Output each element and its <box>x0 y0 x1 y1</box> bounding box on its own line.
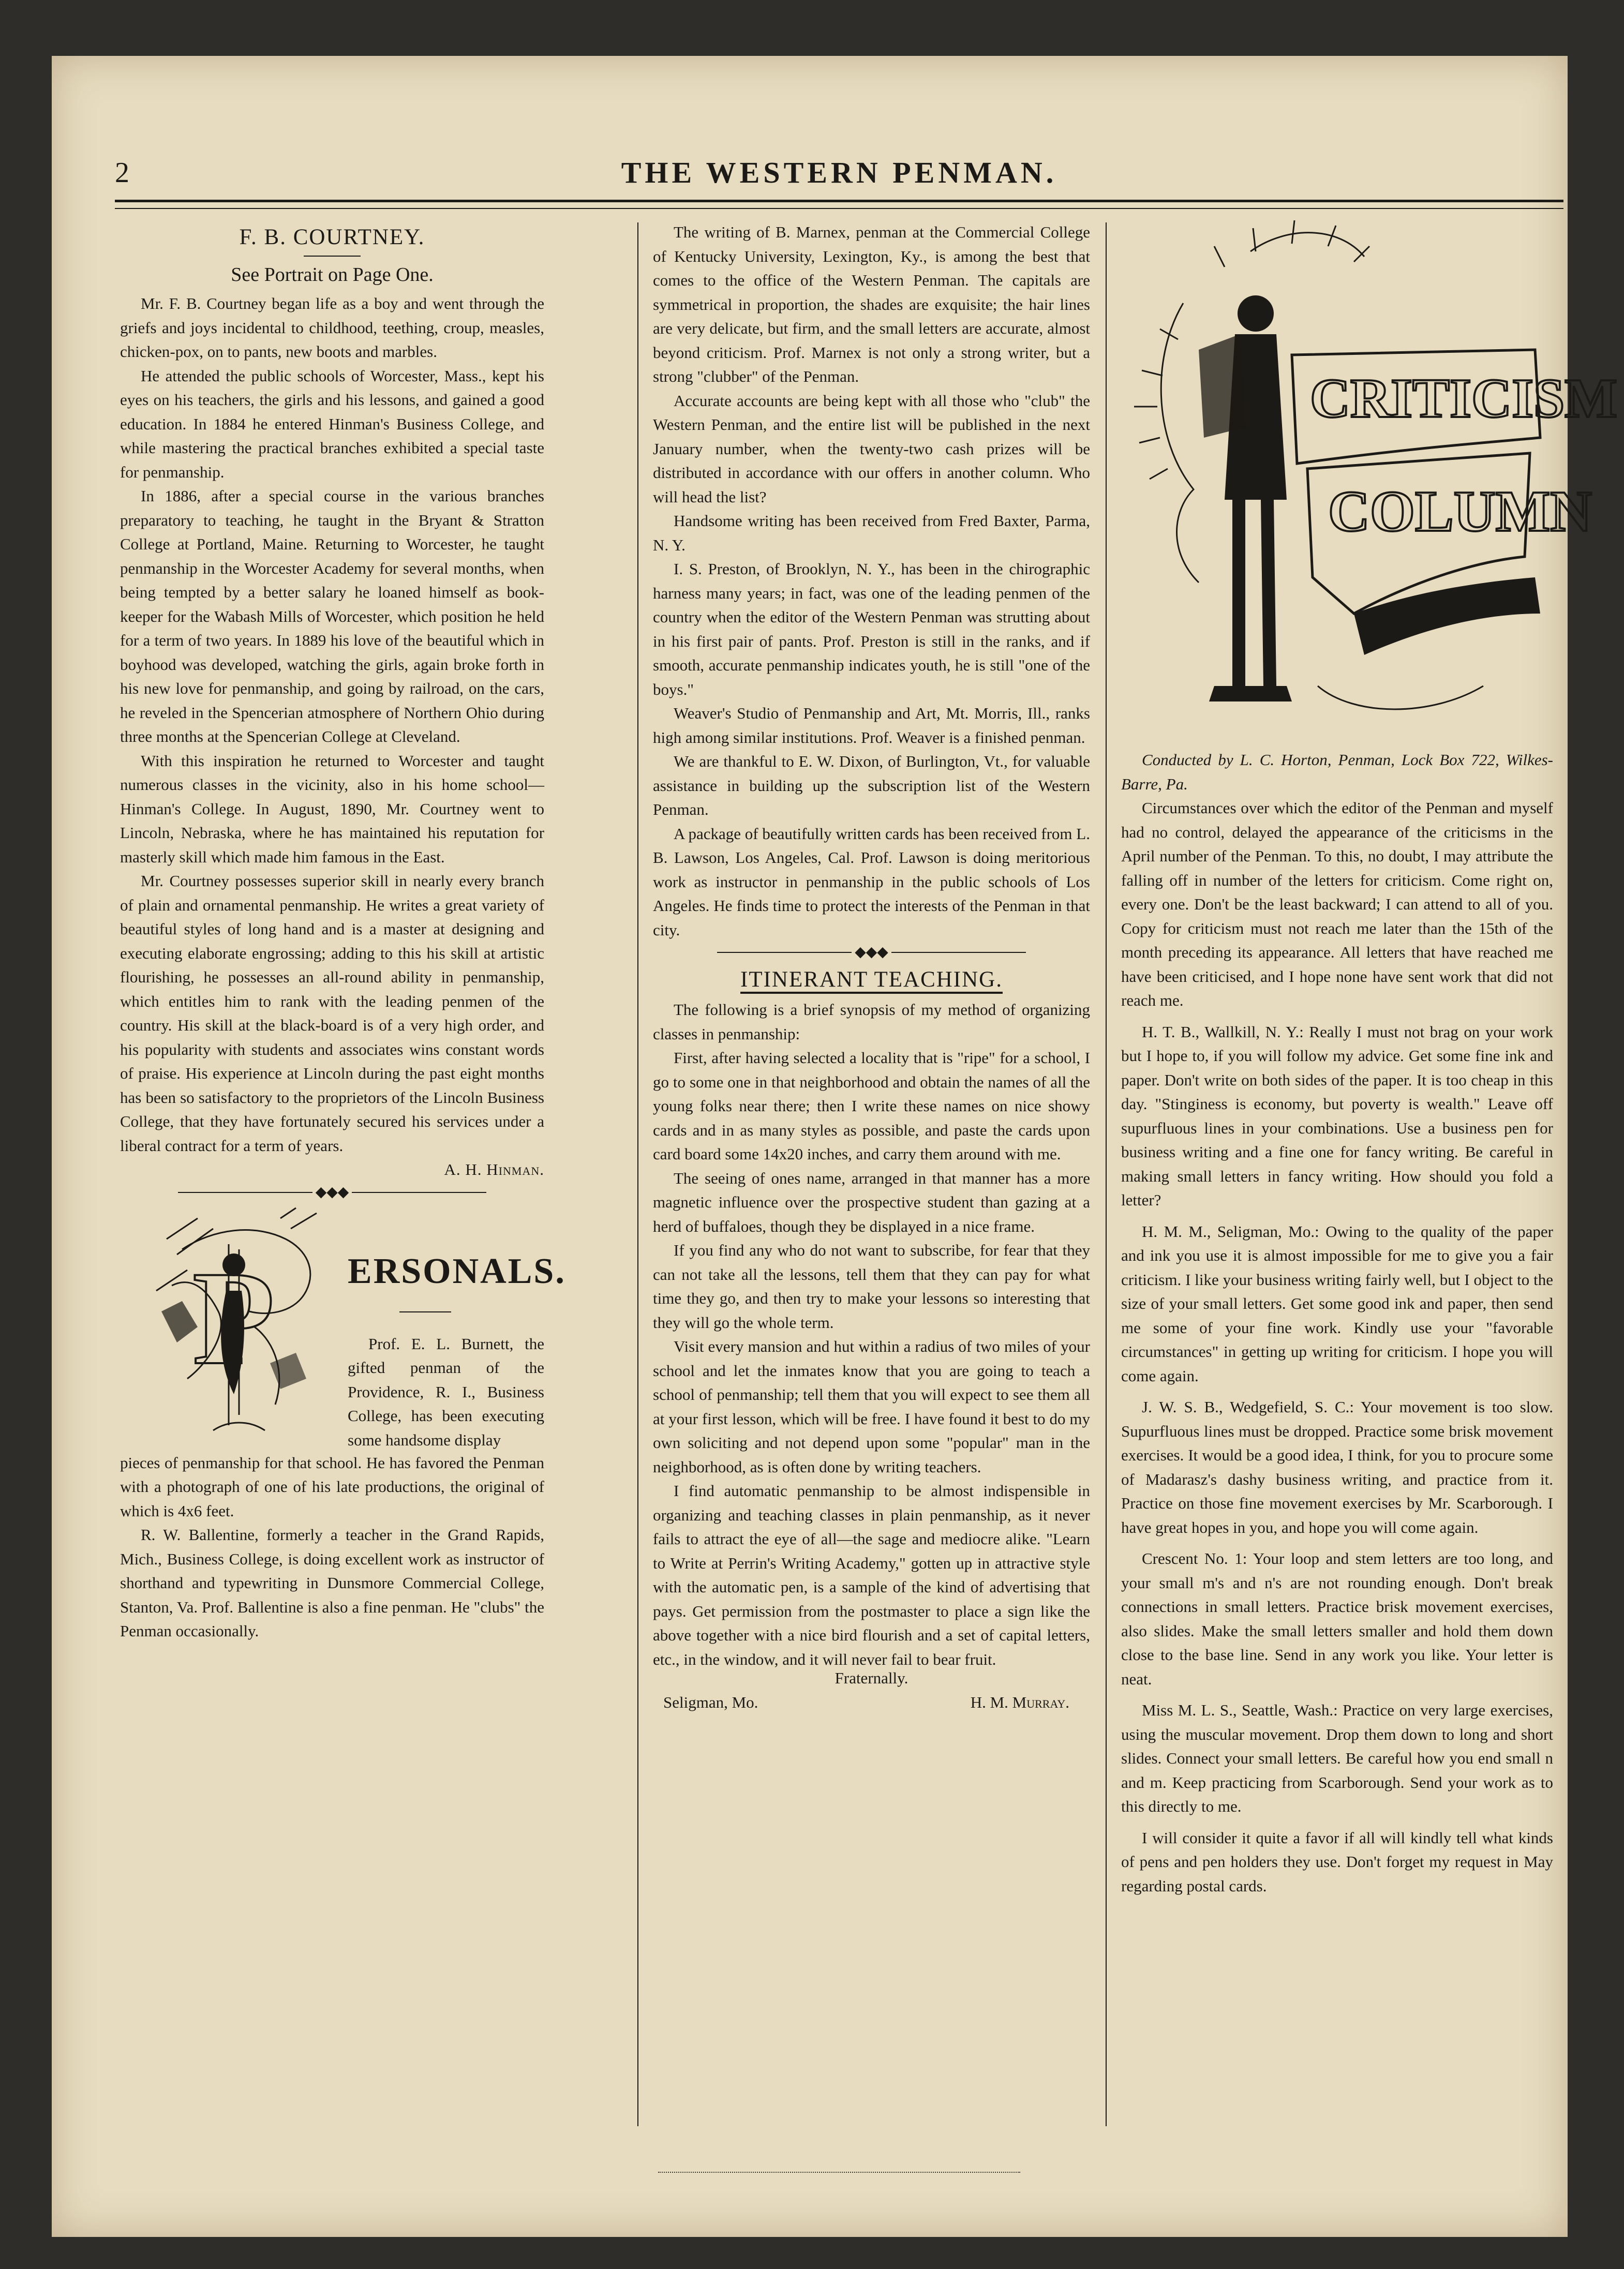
news-paragraph: We are thankful to E. W. Dixon, of Burlington, Vt., for valuable assistance in building up the subscription list of the Western Penman. <box>653 752 1090 818</box>
logo-column-text: COLUMN <box>1328 480 1592 544</box>
section-ornament: ◆◆◆ <box>120 1185 544 1200</box>
itinerant-paragraph: The seeing of ones name, arranged in that manner has a more magnetic influence over the prospective student than gazing at a herd of buffaloes, though they be displayed in a nice frame. <box>653 1169 1090 1235</box>
title-rule <box>304 256 361 257</box>
logo-criticism-text: CRITICISM <box>1310 368 1618 429</box>
news-paragraph: Weaver's Studio of Penmanship and Art, Mt. Morris, Ill., ranks high among similar institutions. Prof. Weaver is a finished penman. <box>653 704 1090 747</box>
criticism-paragraph: J. W. S. B., Wedgefield, S. C.: Your movement is too slow. Supurfluous lines must be dropped. Practice some brisk movement exercises. It would be a good idea, I think, for you to procure some of Madarasz's dashy business writing, and practice from it. Practice on those fine movement exercises by Mr. Scarborough. I have great hopes in you, and hope you will come again. <box>1121 1398 1553 1536</box>
page-content <box>115 154 1618 2203</box>
newspaper-page <box>52 56 1618 2237</box>
courtney-paragraph: With this inspiration he returned to Worcester and taught numerous classes in the vicinity, also in his home school—Hinman's College. In August, 1890, Mr. Courtney went to Lincoln, Nebraska, where he has maintained his reputation for masterly skill which made him famous in the East. <box>120 751 544 866</box>
criticism-paragraph: I will consider it quite a favor if all will kindly tell what kinds of pens and pen holders they use. Don't forget my request in May regarding postal cards. <box>1121 1828 1553 1895</box>
personals-first-paragraph: Prof. E. L. Burnett, the gifted penman of the Providence, R. I., Business College, has been executing some handsome display <box>348 1334 544 1449</box>
bottom-rule <box>658 2172 1020 2173</box>
closing-fraternally: Fraternally. <box>835 1669 908 1687</box>
header-rule-thick <box>115 200 1563 202</box>
itinerant-title: ITINERANT TEACHING. <box>740 967 1003 992</box>
column-1 <box>120 220 566 1644</box>
author-name: H. M. Murray. <box>970 1693 1069 1711</box>
personals-rule <box>399 1311 451 1312</box>
author-place: Seligman, Mo. <box>663 1693 758 1711</box>
column-3 <box>1121 220 1618 1898</box>
column-divider-1 <box>637 222 638 2126</box>
column-divider-2 <box>1106 222 1107 2126</box>
news-paragraph: Accurate accounts are being kept with all those who "club" the Western Penman, and the entire list will be published in the next January number, when the twenty-two cash prizes will be distributed in accordance with our offers in another column. Who will head the list? <box>653 391 1090 506</box>
criticism-paragraph: Crescent No. 1: Your loop and stem letters are too long, and your small m's and n's are not rounding enough. Don't break connections in small letters. Practice brisk movement exercises, also slides. Make the small letters smaller and hold them down close to the base line. Send in any work you like. Your letter is neat. <box>1121 1549 1553 1688</box>
courtney-paragraph: Mr. Courtney possesses superior skill in nearly every branch of plain and ornamental penmanship. He writes a great variety of beautiful styles of long hand and is a master at designing and executing elaborate engrossing; adding to this his skill at artistic flourishing, he possesses an all-round ability in penmanship, which entitles him to rank with the leading penmen of the country. His skill at the black-board is of a very high order, and his popularity with students and associates wins constant words of praise. His experience at Lincoln during the past eight months has been so satisfactory to the proprietors of the Lincoln Business College, that they have fortunately secured his services under a liberal contract for a term of years. <box>120 872 544 1155</box>
column-credit: Conducted by L. C. Horton, Penman, Lock Box 722, Wilkes-Barre, Pa. <box>1121 751 1553 793</box>
news-paragraph: The writing of B. Marnex, penman at the Commercial College of Kentucky University, Lexington, Ky., is among the best that comes to the office of the Western Penman. The capitals are symmetrical in proportion, the shades are exquisite; the hair lines are very delicate, but firm, and the small letters are accurate, almost beyond criticism. Prof. Marnex is not only a strong writer, but a strong "clubber" of the Penman. <box>653 223 1090 385</box>
masthead: THE WESTERN PENMAN. <box>621 156 1057 189</box>
courtney-paragraph: In 1886, after a special course in the various branches preparatory to teaching, he taught in the Bryant & Stratton College at Portland, Maine. Returning to Worcester, he taught penmanship in the Worcester Academy for several months, when being tempted by a better salary he loaned himself as book-keeper for the Wabash Mills of Worcester, which position he held for a term of two years. In 1889 his love of the beautiful which in boyhood was developed, watching the girls, again broke forth in his new love for penmanship, and going by railroad, on the cars, he reveled in the Spencerian atmosphere of Northern Ohio during three months at the Spencerian College at Cleveland. <box>120 487 544 745</box>
news-paragraph: I. S. Preston, of Brooklyn, N. Y., has been in the chirographic harness many years; in fact, was one of the leading penmen of the country when the editor of the Western Penman was strutting about in his first pair of pants. Prof. Preston is still in the ranks, and if smooth, accurate penmanship indicates youth, he is still "one of the boys." <box>653 560 1090 698</box>
itinerant-paragraph: The following is a brief synopsis of my method of organizing classes in penmanship: <box>653 1001 1090 1043</box>
news-paragraph: A package of beautifully written cards has been received from L. B. Lawson, Los Angeles, Cal. Prof. Lawson is doing meritorious work as instructor in penmanship in the public schools of Los Angeles. He finds time to protect the interests of the Penman in that city. <box>653 824 1090 939</box>
courtney-title: F. B. COURTNEY. <box>239 225 425 249</box>
header-rule-thin <box>115 208 1563 209</box>
personals-paragraph: R. W. Ballentine, formerly a teacher in the Grand Rapids, Mich., Business College, is doing excellent work as instructor of shorthand and typewriting in Dunsmore Commercial College, Stanton, Va. Prof. Ballentine is also a fine penman. He "clubs" the Penman occasionally. <box>120 1526 544 1640</box>
personals-paragraph-continued: pieces of penmanship for that school. He has favored the Penman with a photograph of one of his late productions, the original of which is 4x6 feet. <box>120 1453 544 1520</box>
personals-heading-block <box>120 1208 566 1451</box>
criticism-paragraph: Miss M. L. S., Seattle, Wash.: Practice on very large exercises, using the muscular movement. Drop them down to long and short slides. Connect your small letters. Be careful how you end small n and m. Keep practicing from Scarborough. Send your work as to this directly to me. <box>1121 1701 1553 1815</box>
author-signoff <box>653 1691 1090 1715</box>
section-ornament: ◆◆◆ <box>653 945 1090 960</box>
criticism-paragraph: H. M. M., Seligman, Mo.: Owing to the quality of the paper and ink you use it is almost impossible for me to give you a fair criticism. I like your business writing fairly well, but I object to the size of your small letters. Get some good ink and paper, then send me some of your fine work. Kindly use your "favorable circumstances" in getting up writing for criticism. I hope you will come again. <box>1121 1222 1553 1385</box>
itinerant-paragraph: Visit every mansion and hut within a radius of two miles of your school and let the inmates know that you are going to teach a school of penmanship; tell them that you will expect to see them all at your first lesson, which will be free. I have found it best to do my own soliciting and not depend upon some "popular" man in the neighborhood, as is often done by writing teachers. <box>653 1337 1090 1476</box>
courtney-subtitle: See Portrait on Page One. <box>231 264 434 286</box>
criticism-paragraph: H. T. B., Wallkill, N. Y.: Really I must not brag on your work but I hope to, if you will follow my advice. Get some fine ink and paper. Don't write on both sides of the paper. It is too cheap in this day. "Stinginess is economy, but poverty is wealth." Leave off supurfluous lines in your combinations. Use a business pen for business writing and a fine one for fancy writing. Be careful in making small letters in fancy writing. How should you fold a letter? <box>1121 1022 1553 1209</box>
page-header <box>115 154 1563 196</box>
hinman-signature: A. H. Hinman. <box>444 1160 544 1178</box>
criticism-column-illustration <box>1121 220 1618 743</box>
svg-text:P: P <box>192 1243 275 1393</box>
itinerant-paragraph: I find automatic penmanship to be almost indispensible in organizing and teaching classes in plain penmanship, as it never fails to attract the eye of all—the sage and mediocre alike. "Learn to Write at Perrin's Writing Academy," gotten up in attractive style with the automatic pen, is a sample of the kind of advertising that pays. Get permission from the postmaster to place a sign like the above together with a nice bird flourish and a set of capital letters, etc., in the window, and it will never fail to bear fruit. <box>653 1482 1090 1668</box>
courtney-paragraph: He attended the public schools of Worcester, Mass., kept his eyes on his teachers, the girls and his lessons, and gained a good education. In 1884 he entered Hinman's Business College, and while mastering the practical branches exhibited a special taste for penmanship. <box>120 366 544 481</box>
itinerant-paragraph: First, after having selected a locality that is "ripe" for a school, I go to some one in that neighborhood and obtain the names of all the young folks near there; then I write these names on nice showy cards and in as many styles as possible, and paste the cards upon card board some 14x20 inches, and carry them around with me. <box>653 1049 1090 1163</box>
page-number: 2 <box>115 157 129 189</box>
courtney-paragraph: Mr. F. B. Courtney began life as a boy and went through the griefs and joys incidental to childhood, teething, croup, measles, chicken-pox, on to pants, new boots and marbles. <box>120 294 544 361</box>
column-2 <box>653 220 1090 1714</box>
personals-title: ERSONALS. <box>348 1251 566 1291</box>
news-paragraph: Handsome writing has been received from Fred Baxter, Parma, N. Y. <box>653 512 1090 554</box>
criticism-paragraph: Circumstances over which the editor of the Penman and myself had no control, delayed the appearance of the criticisms in the April number of the Penman. To this, no doubt, I may attribute the falling off in number of the letters for criticism. Come right on, every one. Don't be the least backward; I can attend to all of you. Copy for criticism must not reach me later than the 15th of the month preceding its appearance. All letters that have reached me have been criticised, and I hope none have sent work that did not reach me. <box>1121 799 1553 1009</box>
itinerant-paragraph: If you find any who do not want to subscribe, for fear that they can not take all the lessons, tell them that they can pay for what time they go, and then try to make your lessons so interesting that they will go the whole term. <box>653 1241 1090 1332</box>
personals-drop-cap-illustration <box>151 1208 342 1451</box>
